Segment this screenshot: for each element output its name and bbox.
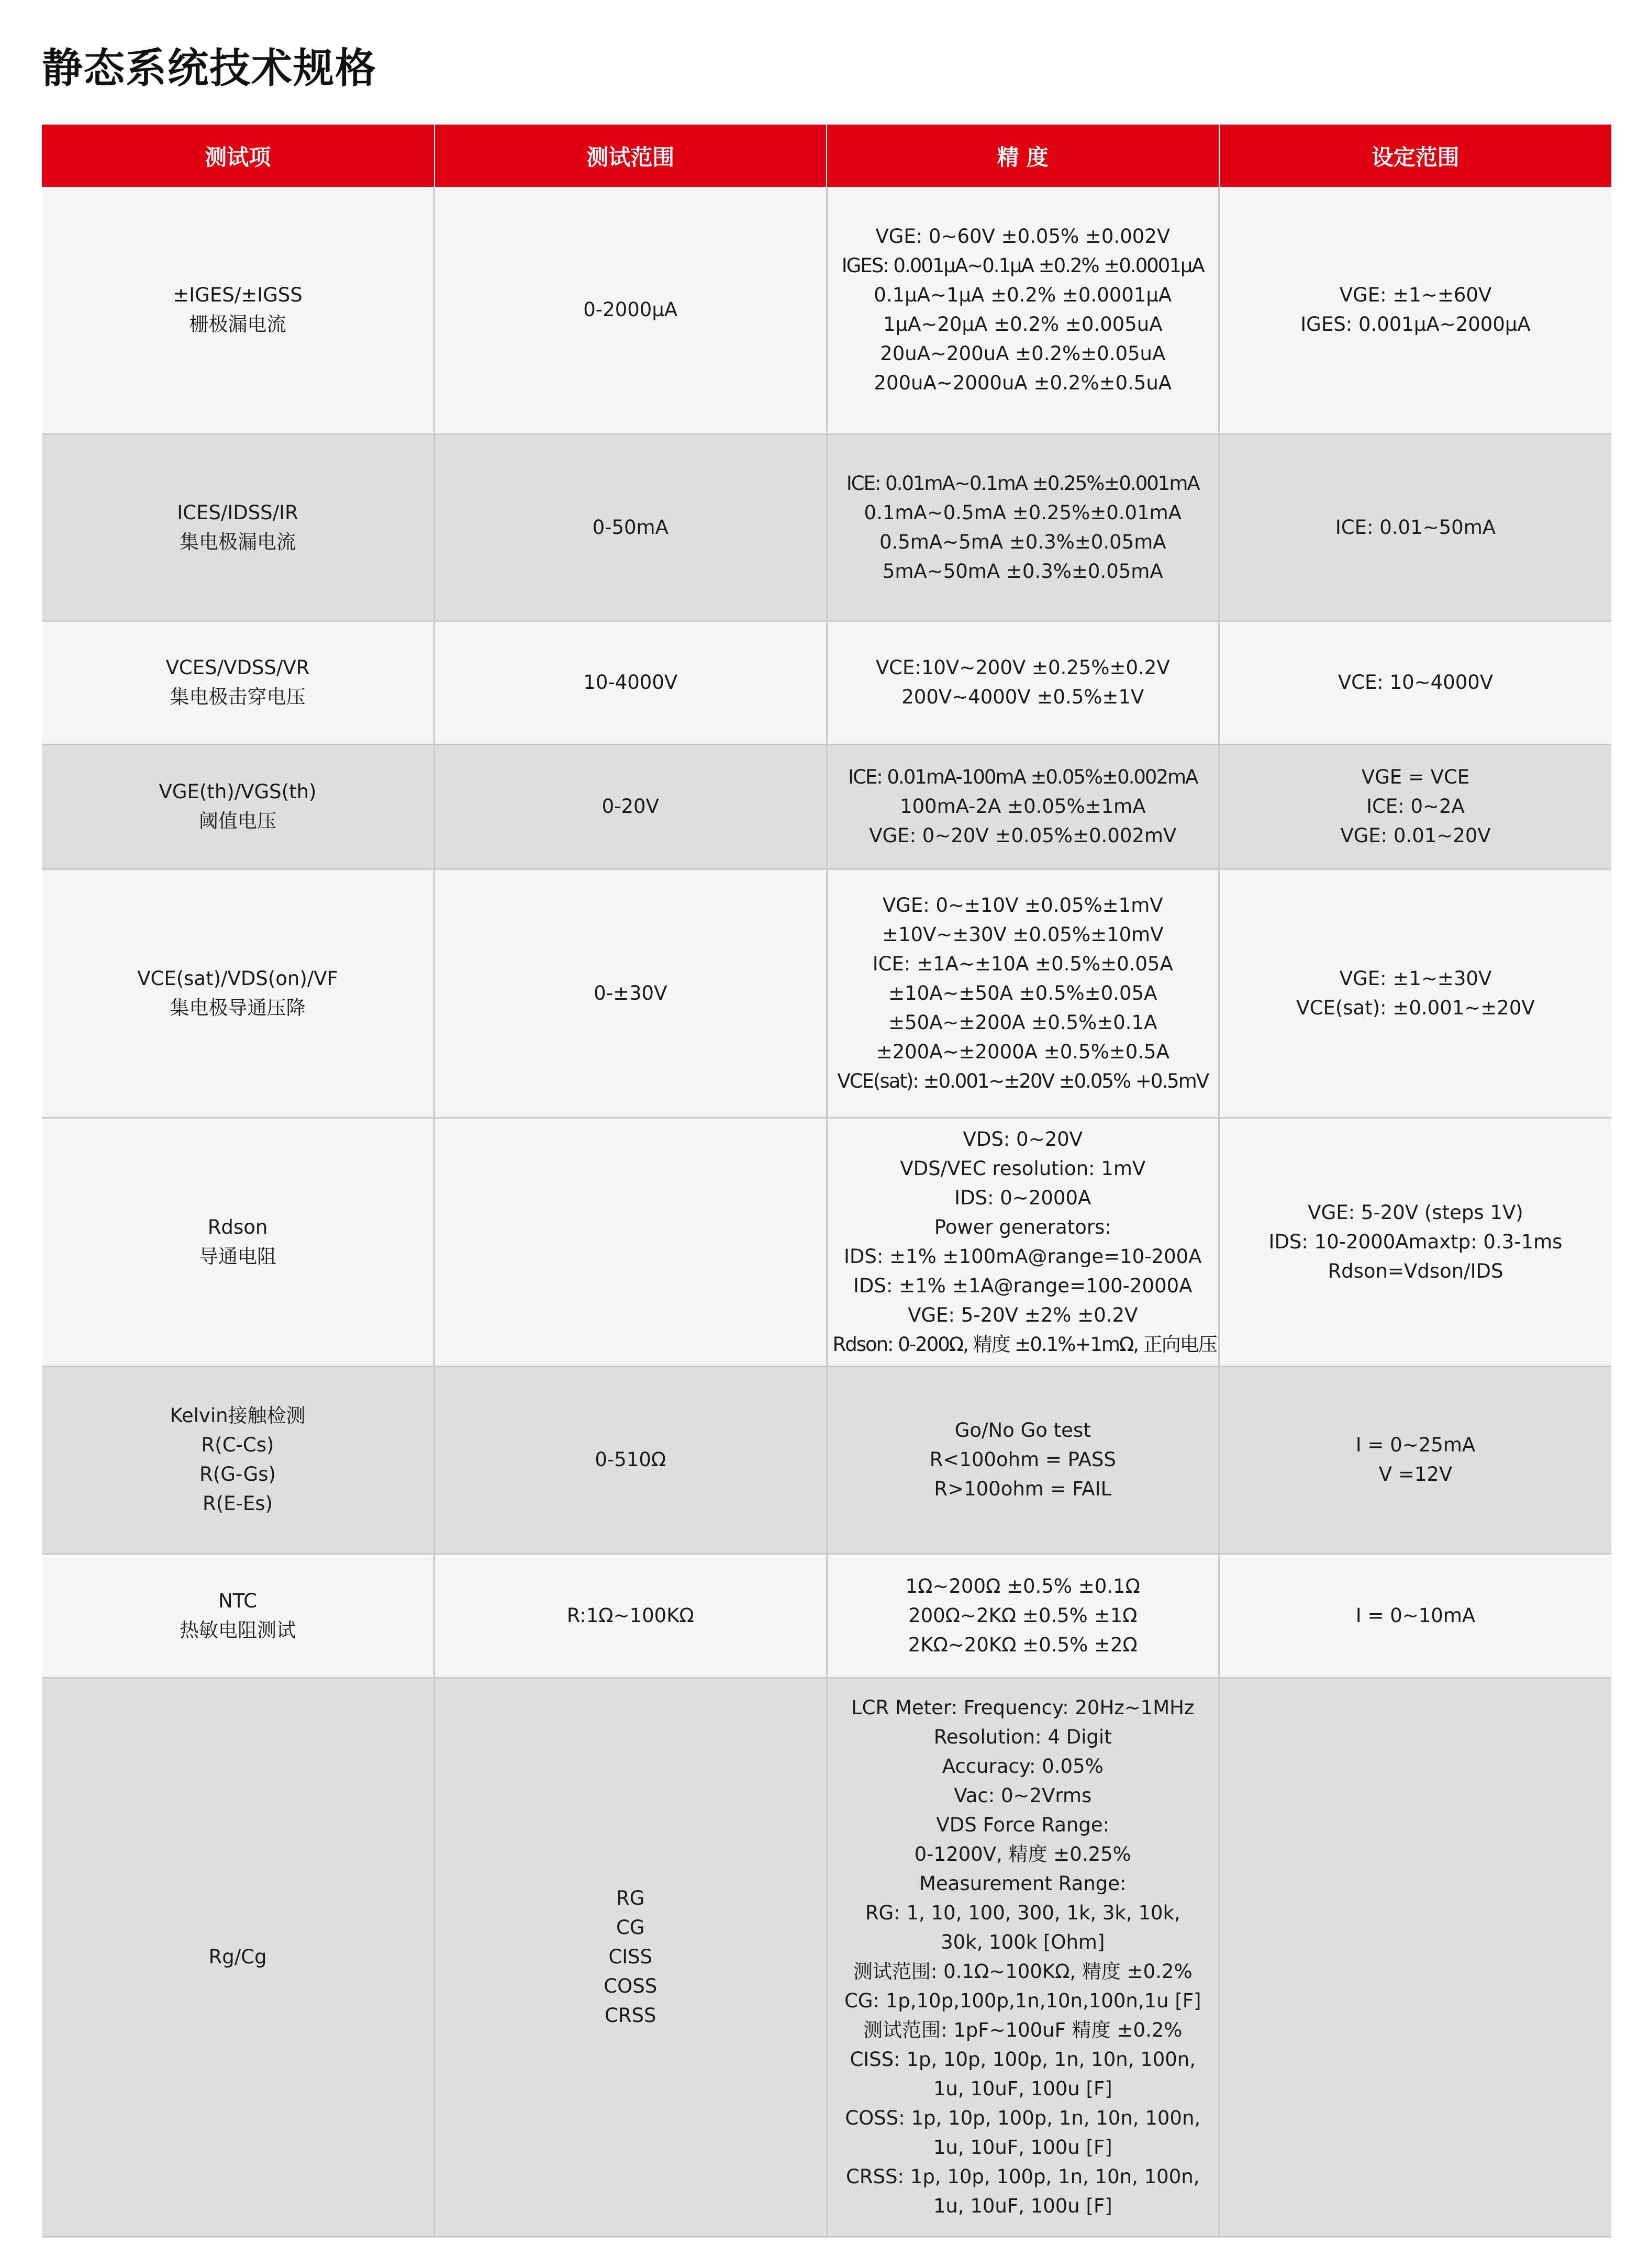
cell-line: 0.1mA~0.5mA ±0.25%±0.01mA [864, 501, 1182, 524]
table-row [42, 621, 1611, 744]
cell-line: 集电极导通压降 [170, 996, 306, 1019]
cell-line: VGE: 0~60V ±0.05% ±0.002V [875, 225, 1171, 248]
cell-accuracy [827, 621, 1219, 744]
table-header-row [42, 125, 1611, 187]
header-test-range: 测试范围 [434, 125, 827, 187]
cell-line: 1μA~20μA ±0.2% ±0.005uA [883, 313, 1163, 336]
cell-line: Rg/Cg [208, 1946, 267, 1968]
cell-line: VCES/VDSS/VR [165, 656, 310, 679]
cell-line: 1u, 10uF, 100u [F] [933, 2077, 1112, 2100]
cell-line: 1Ω~200Ω ±0.5% ±0.1Ω [905, 1574, 1140, 1597]
cell-line: Power generators: [934, 1215, 1111, 1238]
cell-line: RG [616, 1887, 645, 1909]
cell-line: Vac: 0~2Vrms [954, 1784, 1092, 1807]
cell-line: 0.1μA~1μA ±0.2% ±0.0001μA [874, 284, 1172, 307]
cell-line: R(G-Gs) [199, 1463, 276, 1485]
cell-line: VGE: 0~20V ±0.05%±0.002mV [869, 824, 1177, 847]
cell-line: ±IGES/±IGSS [173, 284, 303, 307]
cell-accuracy [827, 187, 1219, 434]
cell-line: Kelvin接触检测 [170, 1404, 306, 1427]
cell-test-item [42, 1678, 434, 2237]
cell-test-item [42, 869, 434, 1118]
cell-line: IDS: 10-2000Amaxtp: 0.3-1ms [1268, 1230, 1563, 1253]
cell-line: 导通电阻 [199, 1245, 276, 1268]
cell-line: IDS: ±1% ±100mA@range=10-200A [843, 1245, 1202, 1268]
cell-line: VDS/VEC resolution: 1mV [900, 1157, 1146, 1180]
cell-line: ICES/IDSS/IR [177, 501, 298, 524]
cell-line: 0-±30V [594, 981, 667, 1004]
table-row [42, 187, 1611, 434]
cell-line: CRSS: 1p, 10p, 100p, 1n, 10n, 100n, [846, 2165, 1200, 2188]
cell-line: ±50A~±200A ±0.5%±0.1A [888, 1011, 1157, 1034]
cell-test-item [42, 187, 434, 434]
header-accuracy: 精 度 [827, 125, 1219, 187]
cell-line: R(C-Cs) [201, 1434, 274, 1456]
cell-line: 0-2000μA [583, 298, 678, 321]
cell-line: 1u, 10uF, 100u [F] [933, 2136, 1112, 2159]
cell-line: VCE(sat)/VDS(on)/VF [137, 967, 338, 990]
cell-line: VGE: 5-20V ±2% ±0.2V [908, 1303, 1138, 1326]
cell-line: I = 0~25mA [1355, 1434, 1476, 1456]
cell-accuracy [827, 1118, 1219, 1366]
cell-line: Rdson: 0-200Ω, 精度 ±0.1%+1mΩ, 正向电压 [832, 1333, 1217, 1356]
cell-setting-range [1219, 187, 1612, 434]
cell-test-range [434, 621, 827, 744]
cell-line: ICE: 0.01mA~0.1mA ±0.25%±0.001mA [846, 472, 1199, 495]
cell-line: VCE:10V~200V ±0.25%±0.2V [875, 656, 1170, 679]
cell-line: 2KΩ~20KΩ ±0.5% ±2Ω [908, 1633, 1138, 1656]
cell-line: CG [616, 1916, 645, 1939]
cell-line: R:1Ω~100KΩ [566, 1604, 694, 1627]
cell-line: 测试范围: 1pF~100uF 精度 ±0.2% [863, 2019, 1183, 2041]
cell-accuracy [827, 1554, 1219, 1678]
cell-line: 100mA-2A ±0.05%±1mA [899, 795, 1146, 818]
table-row [42, 1366, 1611, 1554]
cell-line: VGE: ±1~±30V [1339, 967, 1492, 990]
cell-test-range [434, 1678, 827, 2237]
cell-setting-range [1219, 1118, 1612, 1366]
cell-line: VGE: 0.01~20V [1340, 824, 1491, 847]
cell-setting-range [1219, 1678, 1612, 2237]
cell-line: VDS: 0~20V [963, 1127, 1083, 1150]
cell-setting-range [1219, 1554, 1612, 1678]
cell-test-item [42, 621, 434, 744]
spec-table [42, 125, 1611, 2238]
cell-test-range [434, 434, 827, 621]
cell-line: VGE = VCE [1361, 766, 1470, 788]
cell-line: Rdson [207, 1215, 268, 1238]
cell-line: ICE: 0.01mA-100mA ±0.05%±0.002mA [848, 766, 1198, 788]
cell-line: 栅极漏电流 [189, 313, 286, 336]
cell-line: VGE(th)/VGS(th) [159, 780, 317, 803]
cell-test-item [42, 744, 434, 869]
cell-setting-range [1219, 744, 1612, 869]
cell-line: 200uA~2000uA ±0.2%±0.5uA [874, 372, 1172, 395]
cell-line: ICE: 0~2A [1366, 795, 1465, 818]
cell-line: 0-20V [601, 795, 659, 818]
cell-line: CISS [608, 1946, 653, 1968]
cell-line: IGES: 0.001μA~2000μA [1300, 313, 1531, 336]
cell-line: VCE: 10~4000V [1338, 671, 1494, 694]
cell-line: ±10A~±50A ±0.5%±0.05A [888, 981, 1157, 1004]
header-test-item: 测试项 [42, 125, 434, 187]
cell-line: VDS Force Range: [936, 1814, 1110, 1836]
cell-line: Resolution: 4 Digit [933, 1726, 1112, 1748]
table-row [42, 1118, 1611, 1366]
cell-line: 200Ω~2KΩ ±0.5% ±1Ω [908, 1604, 1138, 1627]
cell-accuracy [827, 434, 1219, 621]
cell-line: ICE: ±1A~±10A ±0.5%±0.05A [872, 952, 1173, 975]
cell-setting-range [1219, 1366, 1612, 1554]
cell-line: IDS: 0~2000A [954, 1186, 1091, 1209]
cell-line: VGE: ±1~±60V [1339, 284, 1492, 307]
cell-line: 0.5mA~5mA ±0.3%±0.05mA [879, 530, 1166, 553]
cell-line: 200V~4000V ±0.5%±1V [901, 686, 1144, 708]
cell-line: CISS: 1p, 10p, 100p, 1n, 10n, 100n, [850, 2048, 1196, 2071]
table-row [42, 434, 1611, 621]
cell-line: R(E-Es) [203, 1492, 273, 1515]
cell-line: R>100ohm = FAIL [934, 1478, 1112, 1500]
cell-line: COSS: 1p, 10p, 100p, 1n, 10n, 100n, [845, 2107, 1201, 2129]
cell-line: I = 0~10mA [1355, 1604, 1476, 1627]
cell-line: VCE(sat): ±0.001~±20V ±0.05% +0.5mV [837, 1069, 1209, 1092]
cell-accuracy [827, 1366, 1219, 1554]
cell-test-range [434, 187, 827, 434]
cell-line: COSS [604, 1975, 658, 1997]
cell-line: NTC [218, 1589, 257, 1612]
cell-line: 集电极击穿电压 [170, 686, 306, 708]
cell-setting-range [1219, 434, 1612, 621]
cell-line: 1u, 10uF, 100u [F] [933, 2195, 1112, 2217]
cell-line: IGES: 0.001μA~0.1μA ±0.2% ±0.0001μA [841, 254, 1204, 277]
cell-test-item [42, 1554, 434, 1678]
cell-test-range [434, 1118, 827, 1366]
table-row [42, 744, 1611, 869]
cell-line: Measurement Range: [919, 1872, 1127, 1895]
cell-line: 10-4000V [583, 671, 678, 694]
cell-line: RG: 1, 10, 100, 300, 1k, 3k, 10k, [865, 1902, 1180, 1924]
cell-test-range [434, 1554, 827, 1678]
table-row [42, 1678, 1611, 2237]
cell-line: LCR Meter: Frequency: 20Hz~1MHz [851, 1696, 1195, 1719]
cell-line: VGE: 0~±10V ±0.05%±1mV [882, 893, 1163, 917]
cell-line: VGE: 5-20V (steps 1V) [1308, 1201, 1523, 1224]
cell-line: 测试范围: 0.1Ω~100KΩ, 精度 ±0.2% [853, 1960, 1193, 1983]
header-setting-range: 设定范围 [1219, 125, 1612, 187]
table-row [42, 1554, 1611, 1678]
cell-test-item [42, 1366, 434, 1554]
cell-line: CRSS [604, 2004, 656, 2027]
page-title: 静态系统技术规格 [42, 45, 377, 92]
cell-line: Accuracy: 0.05% [942, 1755, 1104, 1778]
cell-line: 30k, 100k [Ohm] [941, 1931, 1105, 1953]
cell-line: CG: 1p,10p,100p,1n,10n,100n,1u [F] [844, 1990, 1201, 2012]
cell-test-range [434, 744, 827, 869]
cell-test-range [434, 869, 827, 1118]
cell-line: 0-50mA [592, 516, 668, 539]
cell-line: R<100ohm = PASS [929, 1448, 1116, 1471]
cell-test-item [42, 1118, 434, 1366]
table-row [42, 869, 1611, 1118]
cell-line: 热敏电阻测试 [180, 1618, 296, 1641]
cell-line: ±10V~±30V ±0.05%±10mV [882, 923, 1164, 946]
cell-accuracy [827, 1678, 1219, 2237]
cell-line: ICE: 0.01~50mA [1335, 516, 1496, 539]
cell-line: 20uA~200uA ±0.2%±0.05uA [880, 342, 1166, 365]
cell-setting-range [1219, 869, 1612, 1118]
cell-line: 0-1200V, 精度 ±0.25% [914, 1843, 1131, 1865]
cell-line: VCE(sat): ±0.001~±20V [1296, 996, 1535, 1019]
cell-line: 集电极漏电流 [180, 530, 296, 553]
cell-setting-range [1219, 621, 1612, 744]
cell-line: ±200A~±2000A ±0.5%±0.5A [876, 1040, 1169, 1063]
cell-test-item [42, 434, 434, 621]
cell-accuracy [827, 744, 1219, 869]
cell-line: Rdson=Vdson/IDS [1328, 1259, 1503, 1282]
cell-accuracy [827, 869, 1219, 1118]
cell-line: V =12V [1378, 1463, 1453, 1485]
cell-line: Go/No Go test [954, 1419, 1091, 1442]
cell-line: 阈值电压 [199, 810, 276, 832]
cell-test-range [434, 1366, 827, 1554]
cell-line: 5mA~50mA ±0.3%±0.05mA [882, 560, 1163, 583]
cell-line: IDS: ±1% ±1A@range=100-2000A [853, 1274, 1193, 1297]
cell-line: 0-510Ω [595, 1448, 666, 1471]
